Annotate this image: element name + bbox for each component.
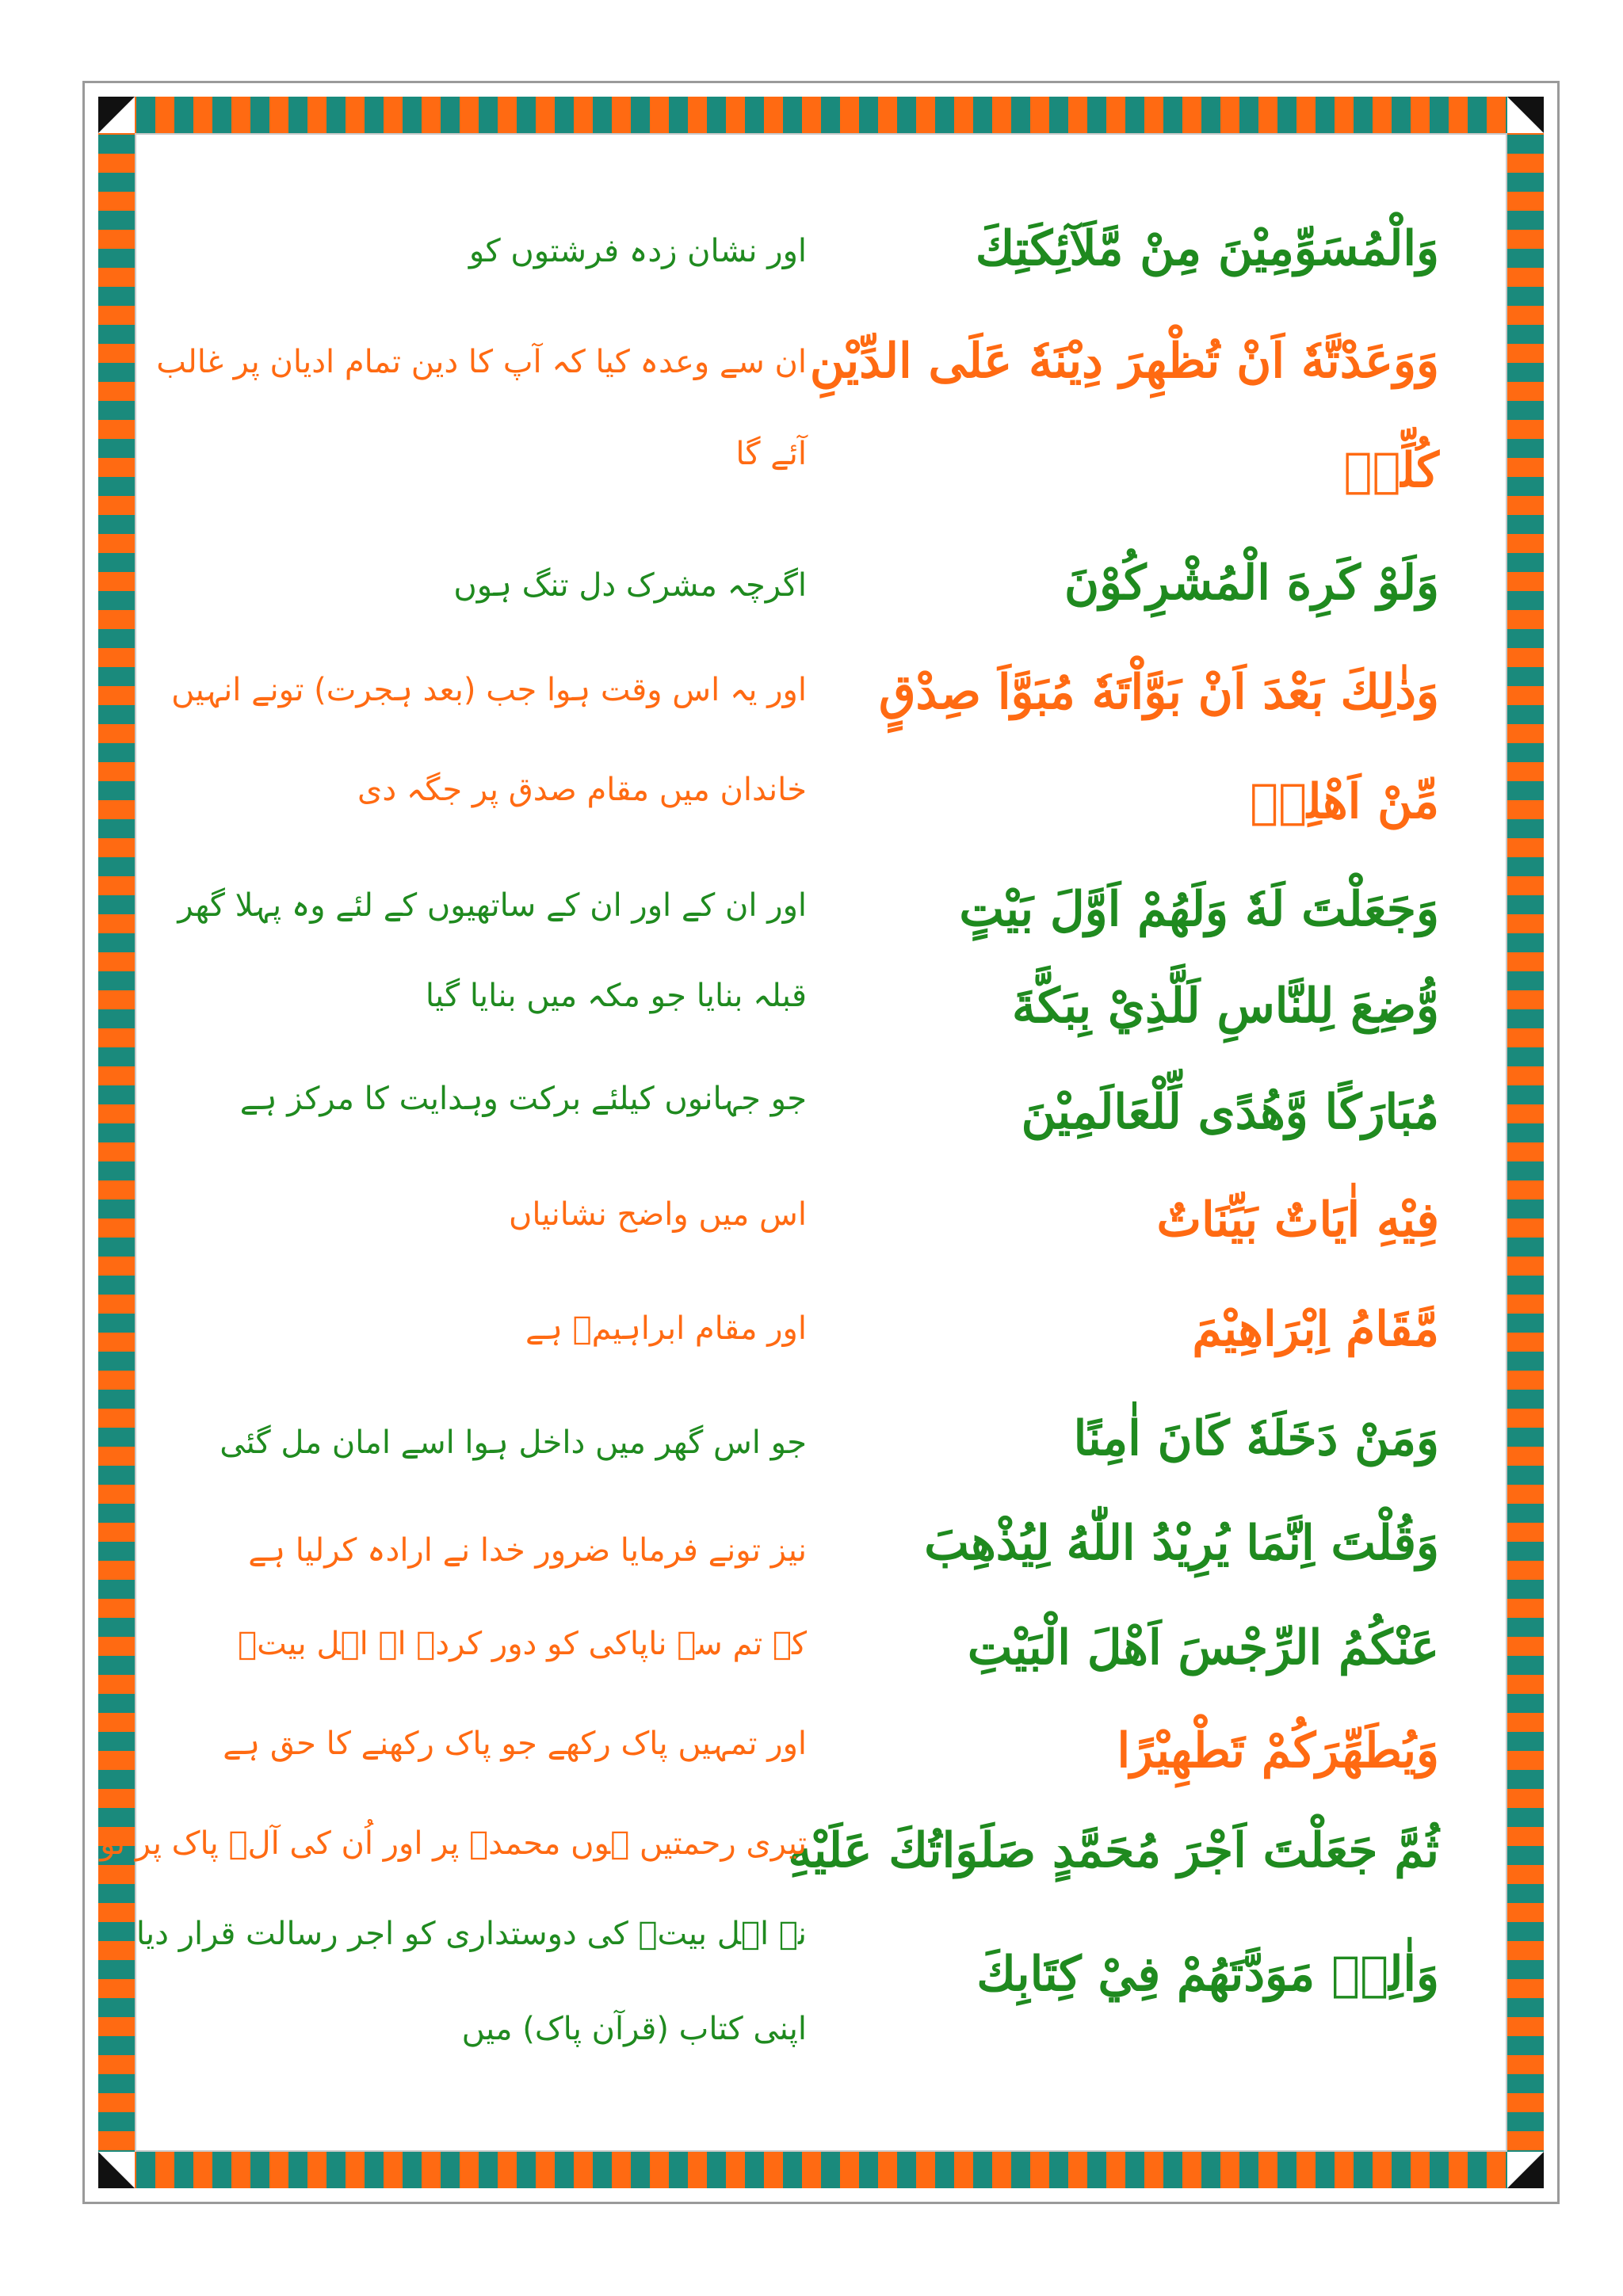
arabic-line: وَالْمُسَوِّمِيْنَ مِنْ مَّلَآئِكَتِكَ — [975, 221, 1439, 277]
urdu-line: اور مقام ابراہیمؑ ہے — [525, 1310, 807, 1347]
arabic-line: وَوَعَدْتَّهٗ اَنْ تُظْهِرَ دِيْنَهٗ عَلَى الدِّيْنِ — [809, 334, 1439, 389]
urdu-line: تیری رحمتیں ہوں محمدؐ پر اور اُن کی آلؑ پاک پر تو — [100, 1825, 807, 1862]
arabic-line: وُّضِعَ لِلنَّاسِ لَلَّذِيْ بِبَكَّةَ — [1011, 978, 1439, 1034]
arabic-line: وَقُلْتَ اِنَّمَا يُرِيْدُ اللّٰهُ لِيُذْهِبَ — [924, 1516, 1439, 1571]
urdu-line: خاندان میں مقام صدق پر جگہ دی — [357, 772, 807, 808]
urdu-line: نے اہل بیتؑ کی دوستداری کو اجر رسالت قرار دیا — [136, 1916, 807, 1952]
urdu-line: اس میں واضح نشانیاں — [508, 1196, 807, 1233]
arabic-line: فِيْهِ اٰيَاتٌ بَيِّنَاتٌ — [1156, 1192, 1439, 1248]
arabic-line: وَيُطَهِّرَكُمْ تَطْهِيْرًا — [1117, 1723, 1439, 1779]
arabic-line: وَمَنْ دَخَلَهٗ كَانَ اٰمِنًا — [1073, 1411, 1439, 1466]
corner-bottom-right — [1507, 2152, 1544, 2188]
arabic-line: مُبَارَكًا وَّهُدًى لِّلْعَالَمِيْنَ — [1021, 1085, 1439, 1140]
urdu-line: قبلہ بنایا جو مکہ میں بنایا گیا — [425, 978, 807, 1014]
urdu-line: ان سے وعدہ کیا کہ آپ کا دین تمام ادیان پر غالب — [156, 344, 807, 380]
corner-top-left — [98, 97, 135, 133]
urdu-line: اگرچہ مشرک دل تنگ ہوں — [453, 567, 807, 604]
arabic-line: عَنْكُمُ الرِّجْسَ اَهْلَ الْبَيْتِ — [967, 1620, 1439, 1676]
urdu-line: جو اس گھر میں داخل ہوا اسے امان مل گئی — [220, 1425, 807, 1461]
urdu-line: اور یہ اس وقت ہوا جب (بعد ہجرت) تونے انہیں — [171, 672, 807, 708]
arabic-line: مَّقَامُ اِبْرَاهِيْمَ — [1192, 1302, 1439, 1357]
urdu-line: اور ان کے اور ان کے ساتھیوں کے لئے وہ پہلا گھر — [178, 887, 807, 924]
urdu-line: اور تمہیں پاک رکھے جو پاک رکھنے کا حق ہے — [223, 1726, 807, 1762]
urdu-line: جو جہانوں کیلئے برکت وہدایت کا مرکز ہے — [239, 1081, 807, 1117]
urdu-line: اور نشان زدہ فرشتوں کو — [468, 233, 807, 269]
urdu-line: اپنی کتاب (قرآن پاک) میں — [461, 2011, 807, 2047]
arabic-line: وَاٰلِهٖ مَوَدَّتَهُمْ فِيْ كِتَابِكَ — [976, 1947, 1439, 2002]
urdu-line: نیز تونے فرمایا ضرور خدا نے ارادہ کرلیا ہے — [248, 1532, 807, 1569]
border-stripe-left — [98, 97, 135, 2188]
arabic-line: وَذٰلِكَ بَعْدَ اَنْ بَوَّاْتَهٗ مُبَوَّاَ صِدْقٍ — [879, 665, 1439, 720]
corner-top-right — [1507, 97, 1544, 133]
arabic-line: وَجَعَلْتَ لَهٗ وَلَهُمْ اَوَّلَ بَيْتٍ — [959, 882, 1439, 937]
arabic-line: وَلَوْ كَرِهَ الْمُشْرِكُوْنَ — [1064, 555, 1439, 611]
border-stripe-top — [98, 97, 1544, 133]
border-stripe-bottom — [98, 2152, 1544, 2188]
border-stripe-right — [1507, 97, 1544, 2188]
arabic-line: كُلِّهٖ — [1343, 443, 1439, 498]
urdu-line: کہ تم سے ناپاکی کو دور کردے اے اہل بیتؑ — [238, 1626, 807, 1662]
arabic-line: ثُمَّ جَعَلْتَ اَجْرَ مُحَمَّدٍ صَلَوَاتُكَ عَلَيْهِ — [788, 1823, 1439, 1878]
arabic-line: مِّنْ اَهْلِهٖ — [1250, 774, 1439, 830]
urdu-line: آئے گا — [735, 436, 807, 472]
corner-bottom-left — [98, 2152, 135, 2188]
